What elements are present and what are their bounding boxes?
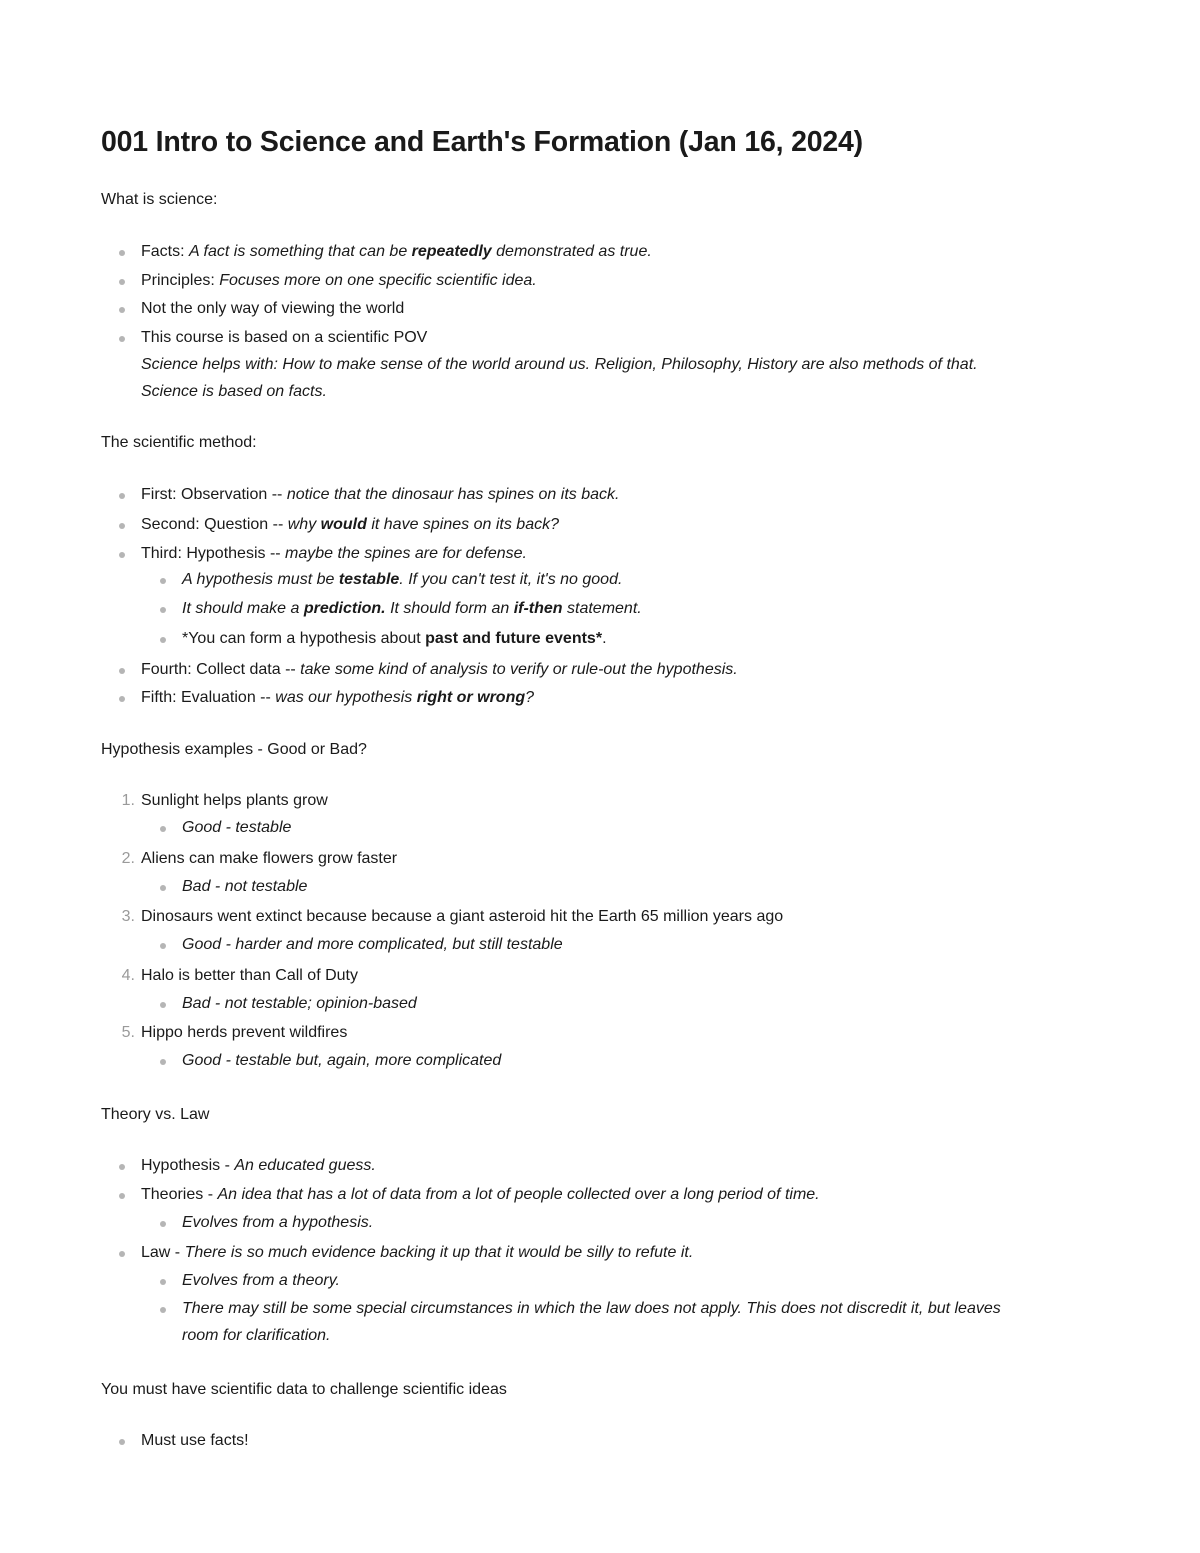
bullet-icon (119, 1251, 125, 1257)
item-text: Not the only way of viewing the world (141, 300, 405, 317)
item-label: Second: Question -- (141, 516, 288, 533)
item-text: it have spines on its back? (366, 516, 559, 533)
sub-list-item (182, 595, 642, 622)
item-text: was our hypothesis (275, 689, 417, 706)
list-item (141, 481, 619, 508)
item-text: An idea that has a lot of data from a lot of people collected over a long period of time. (217, 1186, 820, 1203)
bullet-icon (119, 552, 125, 558)
item-text: notice that the dinosaur has spines on its back. (286, 486, 620, 503)
bullet-icon (160, 578, 166, 584)
list-item (141, 324, 427, 351)
item-text: A hypothesis must be (182, 571, 339, 588)
item-label: Facts: (141, 243, 190, 260)
section-heading-hypothesis-examples: Hypothesis examples - Good or Bad? (101, 741, 367, 758)
item-emphasis: right or wrong (416, 689, 526, 706)
bullet-icon (160, 1221, 166, 1227)
sub-list-item (182, 1295, 1001, 1322)
sub-list-item (182, 1209, 373, 1236)
numbered-item (121, 1019, 348, 1046)
item-text: Evolves from a theory. (182, 1272, 340, 1289)
item-emphasis: would (320, 516, 367, 533)
item-text: ? (525, 689, 535, 706)
item-number: 2. (121, 850, 135, 867)
section-heading-theory-vs-law: Theory vs. Law (101, 1106, 210, 1123)
list-item (141, 511, 559, 538)
bullet-icon (119, 336, 125, 342)
bullet-icon (160, 1279, 166, 1285)
item-text: . If you can't test it, it's no good. (399, 571, 623, 588)
sub-list-item (182, 625, 607, 652)
sub-list-item (182, 873, 307, 900)
bullet-icon (160, 943, 166, 949)
bullet-icon (160, 826, 166, 832)
item-text: Halo is better than Call of Duty (141, 967, 358, 984)
numbered-item (121, 903, 784, 930)
list-item (141, 1181, 820, 1208)
list-item (141, 238, 652, 265)
item-text: Good - harder and more complicated, but still testable (182, 936, 563, 953)
numbered-item (121, 962, 358, 989)
section-heading-what-is-science: What is science: (101, 191, 218, 208)
bullet-icon (119, 279, 125, 285)
list-item (141, 1427, 249, 1454)
list-item (141, 295, 404, 322)
item-label: Law - (141, 1244, 185, 1261)
bullet-icon (119, 696, 125, 702)
item-text: Good - testable but, again, more complicated (182, 1052, 502, 1069)
item-text: This course is based on a scientific POV (141, 329, 428, 346)
item-text: Hippo herds prevent wildfires (141, 1024, 348, 1041)
item-continuation: room for clarification. (182, 1327, 331, 1344)
sub-list-item (182, 566, 622, 593)
list-item (141, 656, 738, 683)
item-text: An educated guess. (234, 1157, 376, 1174)
numbered-item (121, 845, 398, 872)
item-continuation: Science helps with: How to make sense of the world around us. Religion, Philosophy, History are also methods of that. (141, 356, 978, 373)
item-text: Evolves from a hypothesis. (182, 1214, 374, 1231)
item-text: Bad - not testable (182, 878, 308, 895)
bullet-icon (160, 1307, 166, 1313)
item-text: demonstrated as true. (491, 243, 652, 260)
bullet-icon (119, 523, 125, 529)
item-text: Focuses more on one specific scientific idea. (219, 272, 537, 289)
sub-list-item (182, 931, 563, 958)
bullet-icon (119, 1164, 125, 1170)
section-heading-scientific-method: The scientific method: (101, 434, 257, 451)
item-label: Hypothesis - (141, 1157, 235, 1174)
item-text: maybe the spines are for defense. (285, 545, 527, 562)
item-number: 1. (121, 792, 135, 809)
bullet-icon (160, 637, 166, 643)
item-emphasis: prediction. (303, 600, 386, 617)
item-emphasis: repeatedly (411, 243, 492, 260)
item-text: There is so much evidence backing it up that it would be silly to refute it. (184, 1244, 694, 1261)
numbered-item (121, 787, 328, 814)
list-item (141, 540, 527, 567)
item-text: It should form an (385, 600, 514, 617)
list-item (141, 1239, 693, 1266)
sub-list-item (182, 1047, 501, 1074)
item-text: . (602, 630, 607, 647)
item-label: Fourth: Collect data -- (141, 661, 301, 678)
bullet-icon (160, 885, 166, 891)
bullet-icon (160, 607, 166, 613)
item-text: *You can form a hypothesis about (182, 630, 426, 647)
item-text: Dinosaurs went extinct because because a giant asteroid hit the Earth 65 million years ago (141, 908, 784, 925)
item-text: why (287, 516, 321, 533)
bullet-icon (119, 493, 125, 499)
item-emphasis: testable (338, 571, 400, 588)
page-title: 001 Intro to Science and Earth's Formation (Jan 16, 2024) (101, 126, 863, 158)
sub-list-item (182, 1267, 340, 1294)
item-text: Must use facts! (141, 1432, 249, 1449)
section-heading-scientific-data: You must have scientific data to challenge scientific ideas (101, 1381, 507, 1398)
item-number: 4. (121, 967, 135, 984)
item-text: statement. (562, 600, 642, 617)
bullet-icon (119, 1193, 125, 1199)
item-emphasis: past and future events* (425, 630, 603, 647)
item-text: Bad - not testable; opinion-based (182, 995, 417, 1012)
bullet-icon (119, 250, 125, 256)
item-number: 5. (121, 1024, 135, 1041)
item-text: Good - testable (182, 819, 292, 836)
sub-list-item (182, 990, 417, 1017)
item-number: 3. (121, 908, 135, 925)
item-label: Principles: (141, 272, 220, 289)
bullet-icon (160, 1002, 166, 1008)
sub-list-item (182, 814, 291, 841)
item-label: Fifth: Evaluation -- (141, 689, 276, 706)
bullet-icon (119, 307, 125, 313)
item-label: First: Observation -- (141, 486, 287, 503)
item-text: Sunlight helps plants grow (141, 792, 328, 809)
bullet-icon (160, 1059, 166, 1065)
bullet-icon (119, 668, 125, 674)
bullet-icon (119, 1439, 125, 1445)
item-continuation: Science is based on facts. (141, 383, 327, 400)
list-item (141, 684, 534, 711)
item-text: take some kind of analysis to verify or rule-out the hypothesis. (300, 661, 738, 678)
item-label: Third: Hypothesis -- (141, 545, 286, 562)
item-emphasis: if-then (513, 600, 563, 617)
item-text: It should make a (182, 600, 304, 617)
list-item (141, 267, 537, 294)
list-item (141, 1152, 376, 1179)
item-text: There may still be some special circumstances in which the law does not apply. This does not discredit it, but leaves (182, 1300, 1001, 1317)
item-text: A fact is something that can be (189, 243, 412, 260)
item-label: Theories - (141, 1186, 218, 1203)
item-text: Aliens can make flowers grow faster (141, 850, 398, 867)
